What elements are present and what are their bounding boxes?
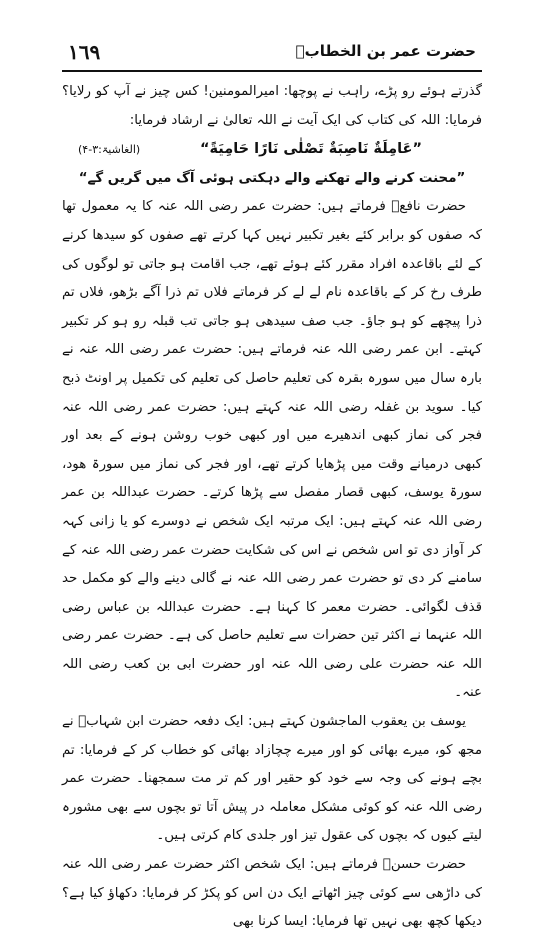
running-head: حضرت عمر بن الخطابؓ (295, 42, 476, 60)
paragraph-intro: گذرتے ہوئے رو پڑے، راہب نے پوچھا: امیرالمومنین! کس چیز نے آپ کو رلایا؟ فرمایا: اللہ کی کتاب کی ایک آیت نے اللہ تعالیٰ نے ارشاد فرمایا: (62, 84, 482, 128)
verse-translation: ”محنت کرنے والے تھکنے والے دہکتی ہوئی آگ میں گریں گے“ (78, 170, 466, 186)
quran-verse-line (62, 135, 482, 165)
header-rule (62, 70, 482, 72)
quran-verse: ”عَامِلَةٌ نَاصِبَةٌ تَصْلٰى نَارًا حَامِيَةً“ (199, 141, 422, 158)
page-number: ١٦٩ (68, 40, 101, 64)
paragraph-hasan: حضرت حسنؒ فرماتے ہیں: ایک شخص اکثر حضرت عمر رضی اللہ عنہ کی داڑھی سے کوئی چیز اٹھاتے ایک دن اس کو پکڑ کر فرمایا: دکھاؤ کیا ہے؟ دیکھا کچھ بھی نہیں تھا فرمایا: ایسا کرنا بھی (62, 857, 482, 930)
page-header (62, 38, 482, 72)
paragraph-nafi: حضرت نافعؒ فرماتے ہیں: حضرت عمر رضی اللہ عنہ کا یہ معمول تھا کہ صفوں کو برابر کئے بغیر تکبیر نہیں کہا کرتے تھے صفوں کو سیدھا کرنے کے لئے باقاعدہ افراد مقرر کئے ہوئے تھے، جب اقامت ہو جاتی تو لوگوں کی طرف رخ کر کے باقاعدہ نام لے لے کر فرماتے فلاں تم ذرا آگے بڑھو، فلاں تم ذرا پیچھے کو ہو جاؤ۔ جب صف سیدھی ہو جاتی تب قبلہ رو ہو کر تکبیر کہتے۔ ابن عمر رضی اللہ عنہ فرماتے ہیں: حضرت عمر رضی اللہ عنہ نے بارہ سال میں سورہ بقرہ کی تعلیم حاصل کی تعلیم کی تکمیل پر اونٹ ذبح کیا۔ سوید بن غفلہ رضی اللہ عنہ کہتے ہیں: حضرت عمر رضی اللہ عنہ فجر کی نماز کبھی اندھیرے میں اور کبھی خوب روشن ہونے کے بعد اور کبھی درمیانے وقت میں پڑھایا کرتے تھے، اور فجر کی نماز میں سورۃ ھود، سورۃ یوسف، کبھی قصار مفصل سے پڑھا کرتے۔ حضرت عبداللہ بن عمر رضی اللہ عنہ کہتے ہیں: ایک مرتبہ ایک شخص نے دوسرے کو یا زانی کہہ کر آواز دی تو اس شخص نے اس کی شکایت حضرت عمر رضی اللہ عنہ کے سامنے کر دی تو حضرت عمر رضی اللہ عنہ نے گالی دینے والے کو مکمل حد قذف لگوائی۔ حضرت معمر کا کہنا ہے۔ حضرت عبداللہ بن عباس رضی اللہ عنہما نے اکثر تین حضرات سے تعلیم حاصل کی ہے۔ حضرت عمر رضی اللہ عنہ حضرت علی رضی اللہ عنہ اور حضرت ابی بن کعب رضی اللہ عنہ۔ (62, 199, 482, 701)
paragraph-yusuf: یوسف بن یعقوب الماجشون کہتے ہیں: ایک دفعہ حضرت ابن شہابؒ نے مجھ کو، میرے بھائی کو اور میرے چچازاد بھائی کو خطاب کر کے فرمایا: تم بچے ہونے کی وجہ سے خود کو حقیر اور کم تر مت سمجھنا۔ حضرت عمر رضی اللہ عنہ کو کوئی مشکل معاملہ در پیش آتا تو بچوں سے بھی مشورہ لیتے کیوں کہ بچوں کی عقول تیز اور جلدی کام کرتی ہیں۔ (62, 714, 482, 844)
verse-reference: (الغاشیۃ:۳-۴) (78, 143, 141, 157)
page-body (62, 78, 482, 930)
